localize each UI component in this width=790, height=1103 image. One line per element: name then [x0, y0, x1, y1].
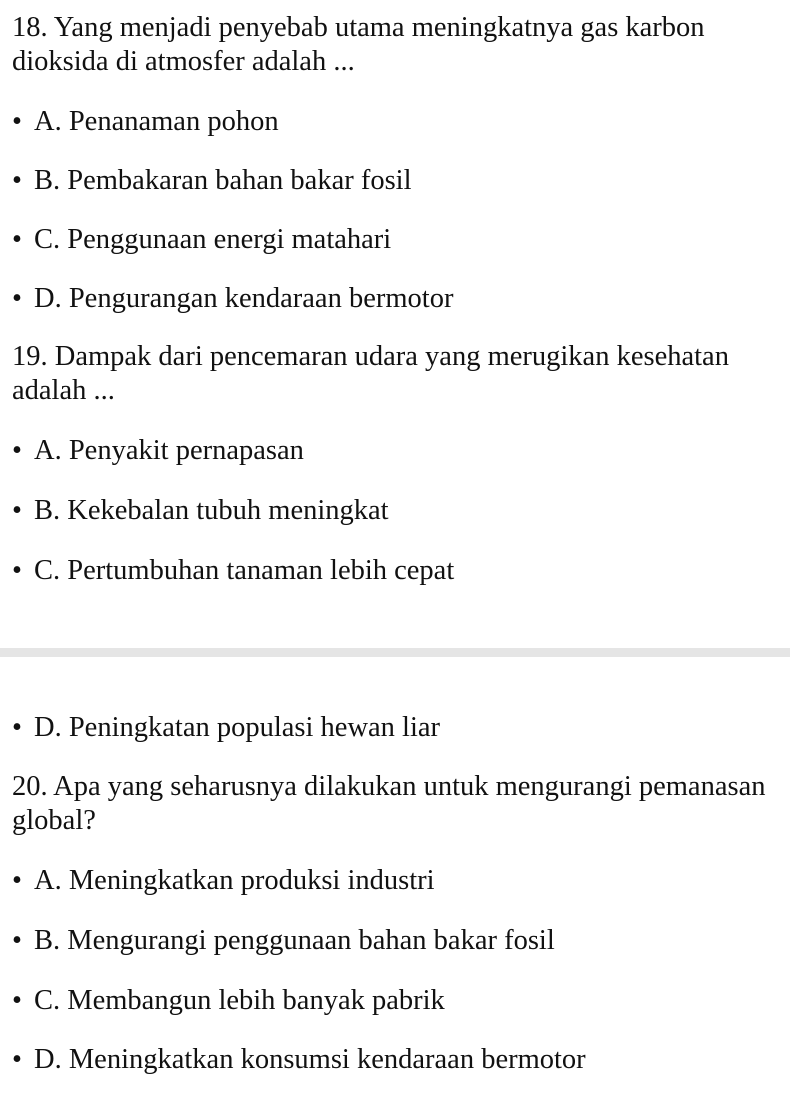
option-label: B. Kekebalan tubuh meningkat	[34, 495, 389, 526]
question-20-option-d	[12, 1043, 586, 1077]
question-20-text: 20. Apa yang seharusnya dilakukan untuk mengurangi pemanasan global?	[12, 771, 766, 836]
question-18-option-b	[12, 164, 412, 198]
bullet-icon: •	[12, 712, 22, 743]
question-19-text: 19. Dampak dari pencemaran udara yang merugikan kesehatan adalah ...	[12, 341, 729, 406]
bullet-icon: •	[12, 495, 22, 526]
bullet-icon: •	[12, 925, 22, 956]
question-18-option-a	[12, 105, 279, 139]
page-divider	[0, 648, 790, 657]
question-18-text: 18. Yang menjadi penyebab utama meningkatnya gas karbon dioksida di atmosfer adalah ...	[12, 12, 705, 77]
bullet-icon: •	[12, 1044, 22, 1075]
question-19-option-b	[12, 494, 389, 528]
bullet-icon: •	[12, 283, 22, 314]
question-20-option-b	[12, 924, 555, 958]
question-20	[12, 770, 770, 838]
bullet-icon: •	[12, 555, 22, 586]
option-label: D. Pengurangan kendaraan bermotor	[34, 283, 454, 314]
question-19	[12, 340, 770, 408]
question-18	[12, 11, 770, 79]
bullet-icon: •	[12, 865, 22, 896]
question-18-option-c	[12, 223, 391, 257]
option-label: C. Membangun lebih banyak pabrik	[34, 985, 445, 1016]
bullet-icon: •	[12, 435, 22, 466]
bullet-icon: •	[12, 224, 22, 255]
option-label: D. Meningkatkan konsumsi kendaraan bermotor	[34, 1044, 586, 1075]
question-20-option-c	[12, 984, 445, 1018]
bullet-icon: •	[12, 985, 22, 1016]
option-label: C. Penggunaan energi matahari	[34, 224, 392, 255]
question-19-option-d	[12, 711, 440, 745]
option-label: A. Penanaman pohon	[34, 106, 279, 137]
question-18-option-d	[12, 282, 453, 316]
option-label: B. Mengurangi penggunaan bahan bakar fosil	[34, 925, 555, 956]
option-label: B. Pembakaran bahan bakar fosil	[34, 165, 412, 196]
option-label: C. Pertumbuhan tanaman lebih cepat	[34, 555, 455, 586]
question-20-option-a	[12, 864, 435, 898]
question-19-option-c	[12, 554, 454, 588]
option-label: D. Peningkatan populasi hewan liar	[34, 712, 441, 743]
option-label: A. Penyakit pernapasan	[34, 435, 304, 466]
bullet-icon: •	[12, 165, 22, 196]
option-label: A. Meningkatkan produksi industri	[34, 865, 435, 896]
bullet-icon: •	[12, 106, 22, 137]
question-19-option-a	[12, 434, 304, 468]
